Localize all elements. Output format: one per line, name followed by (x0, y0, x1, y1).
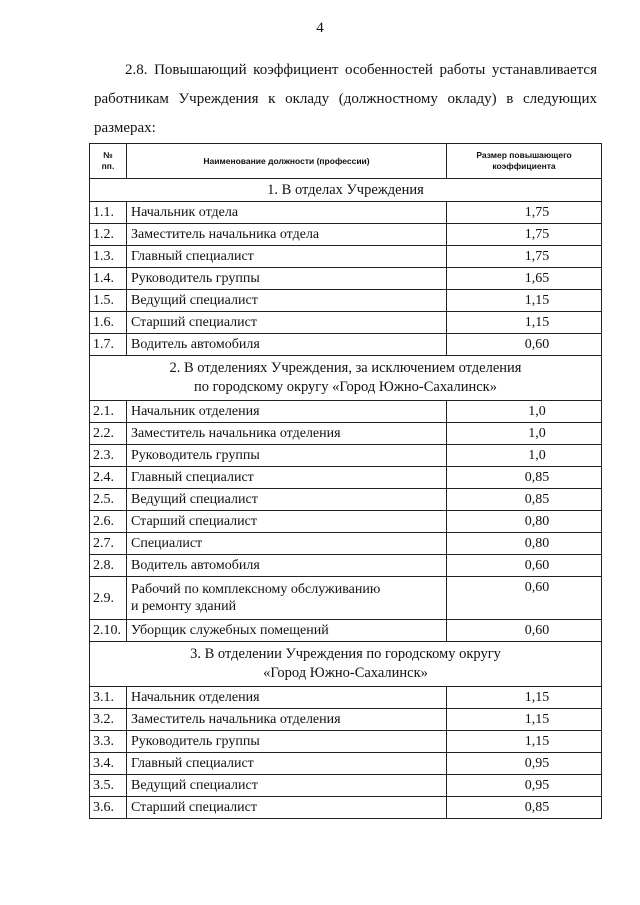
intro-line-3: размерах: (94, 120, 156, 136)
position-name-line-1: Главный специалист (131, 470, 254, 485)
table-row (90, 577, 602, 620)
page-number: 4 (316, 20, 324, 36)
section-row (90, 356, 602, 401)
table-row (90, 401, 602, 423)
position-name-line-1: Ведущий специалист (131, 293, 258, 308)
header-coefficient-line-1: Размер повышающего (476, 150, 572, 160)
row-number: 3.1. (90, 687, 127, 709)
position-name-line-1: Начальник отделения (131, 404, 260, 419)
row-number: 1.5. (90, 290, 127, 312)
table-row (90, 775, 602, 797)
table-row (90, 753, 602, 775)
row-coefficient: 0,80 (447, 511, 602, 533)
row-coefficient: 0,85 (447, 489, 602, 511)
position-name-line-1: Старший специалист (131, 800, 257, 815)
position-name-line-2: и ремонту зданий (131, 599, 237, 614)
row-position-name (127, 797, 447, 819)
position-name-line-1: Начальник отдела (131, 205, 239, 220)
row-number: 1.1. (90, 202, 127, 224)
row-position-name (127, 202, 447, 224)
row-number: 1.6. (90, 312, 127, 334)
row-number: 1.7. (90, 334, 127, 356)
row-coefficient: 1,75 (447, 202, 602, 224)
position-name-line-1: Уборщик служебных помещений (131, 623, 329, 638)
table-row (90, 224, 602, 246)
row-number: 2.1. (90, 401, 127, 423)
row-position-name (127, 290, 447, 312)
table-row (90, 489, 602, 511)
row-coefficient: 1,0 (447, 423, 602, 445)
table-row (90, 334, 602, 356)
row-number: 1.3. (90, 246, 127, 268)
row-position-name (127, 533, 447, 555)
row-coefficient: 1,15 (447, 687, 602, 709)
position-name-line-1: Главный специалист (131, 249, 254, 264)
position-name-line-1: Главный специалист (131, 756, 254, 771)
section-title-line-2: «Город Южно-Сахалинск» (263, 665, 428, 681)
table-row (90, 555, 602, 577)
row-number: 2.6. (90, 511, 127, 533)
row-number: 3.6. (90, 797, 127, 819)
position-name-line-1: Водитель автомобиля (131, 558, 260, 573)
position-name-line-1: Заместитель начальника отдела (131, 227, 320, 242)
row-coefficient: 1,0 (447, 401, 602, 423)
row-position-name (127, 401, 447, 423)
header-number (90, 144, 127, 179)
section-title (90, 356, 602, 401)
table-body (90, 179, 602, 819)
row-position-name (127, 731, 447, 753)
table-row (90, 467, 602, 489)
table-row (90, 246, 602, 268)
row-coefficient: 1,75 (447, 224, 602, 246)
row-position-name (127, 687, 447, 709)
row-coefficient: 1,75 (447, 246, 602, 268)
row-position-name (127, 620, 447, 642)
row-coefficient: 0,95 (447, 775, 602, 797)
table-row (90, 445, 602, 467)
table-row (90, 709, 602, 731)
row-coefficient: 1,65 (447, 268, 602, 290)
position-name-line-1: Водитель автомобиля (131, 337, 260, 352)
row-position-name (127, 753, 447, 775)
row-coefficient: 1,0 (447, 445, 602, 467)
row-number: 2.3. (90, 445, 127, 467)
table-row (90, 797, 602, 819)
position-name-line-1: Заместитель начальника отделения (131, 712, 341, 727)
position-name-line-1: Ведущий специалист (131, 492, 258, 507)
table-row (90, 423, 602, 445)
table-row (90, 312, 602, 334)
row-coefficient: 1,15 (447, 731, 602, 753)
row-coefficient: 0,60 (447, 620, 602, 642)
intro-line-1: 2.8. Повышающий коэффициент особенностей работы устанавливается (125, 62, 597, 78)
row-coefficient: 0,95 (447, 753, 602, 775)
position-name-line-1: Начальник отделения (131, 690, 260, 705)
row-coefficient: 1,15 (447, 312, 602, 334)
row-number: 2.9. (90, 577, 127, 620)
row-number: 3.5. (90, 775, 127, 797)
table-row (90, 202, 602, 224)
table-row (90, 687, 602, 709)
position-name-line-1: Рабочий по комплексному обслуживанию (131, 582, 381, 597)
section-title-line-1: 2. В отделениях Учреждения, за исключением отделения (169, 360, 522, 376)
section-title (90, 179, 602, 202)
row-number: 2.7. (90, 533, 127, 555)
row-number: 1.2. (90, 224, 127, 246)
row-position-name (127, 445, 447, 467)
table-row (90, 290, 602, 312)
header-number-line-1: № (103, 150, 113, 160)
table-row (90, 731, 602, 753)
row-coefficient: 0,85 (447, 797, 602, 819)
table-row (90, 268, 602, 290)
intro-line-2: работникам Учреждения к окладу (должностному окладу) в следующих (94, 91, 597, 107)
row-position-name (127, 312, 447, 334)
table-header-row (90, 144, 602, 179)
row-position-name (127, 511, 447, 533)
row-number: 2.8. (90, 555, 127, 577)
row-number: 2.4. (90, 467, 127, 489)
row-number: 3.4. (90, 753, 127, 775)
position-name-line-1: Руководитель группы (131, 271, 260, 286)
position-name-line-1: Старший специалист (131, 315, 257, 330)
section-title-line-2: по городскому округу «Город Южно-Сахалинск» (194, 379, 497, 395)
row-position-name (127, 246, 447, 268)
row-number: 1.4. (90, 268, 127, 290)
row-coefficient: 0,60 (447, 577, 602, 620)
row-number: 2.10. (90, 620, 127, 642)
position-name-line-1: Старший специалист (131, 514, 257, 529)
row-number: 2.5. (90, 489, 127, 511)
row-number: 2.2. (90, 423, 127, 445)
row-position-name (127, 555, 447, 577)
row-number: 3.3. (90, 731, 127, 753)
row-coefficient: 0,60 (447, 334, 602, 356)
section-title-line-1: 3. В отделении Учреждения по городскому округу (190, 646, 501, 662)
section-row (90, 179, 602, 202)
section-title (90, 642, 602, 687)
row-position-name (127, 224, 447, 246)
row-coefficient: 0,60 (447, 555, 602, 577)
table-row (90, 620, 602, 642)
row-coefficient: 1,15 (447, 709, 602, 731)
row-position-name (127, 268, 447, 290)
coefficient-table (89, 143, 602, 819)
table-row (90, 511, 602, 533)
row-position-name (127, 467, 447, 489)
row-position-name (127, 577, 447, 620)
row-position-name (127, 334, 447, 356)
position-name-line-1: Ведущий специалист (131, 778, 258, 793)
header-number-line-2: пп. (101, 161, 115, 171)
row-coefficient: 1,15 (447, 290, 602, 312)
row-number: 3.2. (90, 709, 127, 731)
section-row (90, 642, 602, 687)
row-position-name (127, 489, 447, 511)
position-name-line-1: Заместитель начальника отделения (131, 426, 341, 441)
row-position-name (127, 423, 447, 445)
position-name-line-1: Руководитель группы (131, 734, 260, 749)
header-position-name: Наименование должности (профессии) (127, 144, 447, 179)
row-coefficient: 0,80 (447, 533, 602, 555)
intro-paragraph (94, 56, 597, 143)
header-coefficient-line-2: коэффициента (492, 161, 556, 171)
header-coefficient (447, 144, 602, 179)
section-title-line-1: 1. В отделах Учреждения (267, 181, 424, 198)
row-position-name (127, 709, 447, 731)
position-name-line-1: Руководитель группы (131, 448, 260, 463)
table-row (90, 533, 602, 555)
position-name-line-1: Специалист (131, 536, 203, 551)
row-coefficient: 0,85 (447, 467, 602, 489)
row-position-name (127, 775, 447, 797)
